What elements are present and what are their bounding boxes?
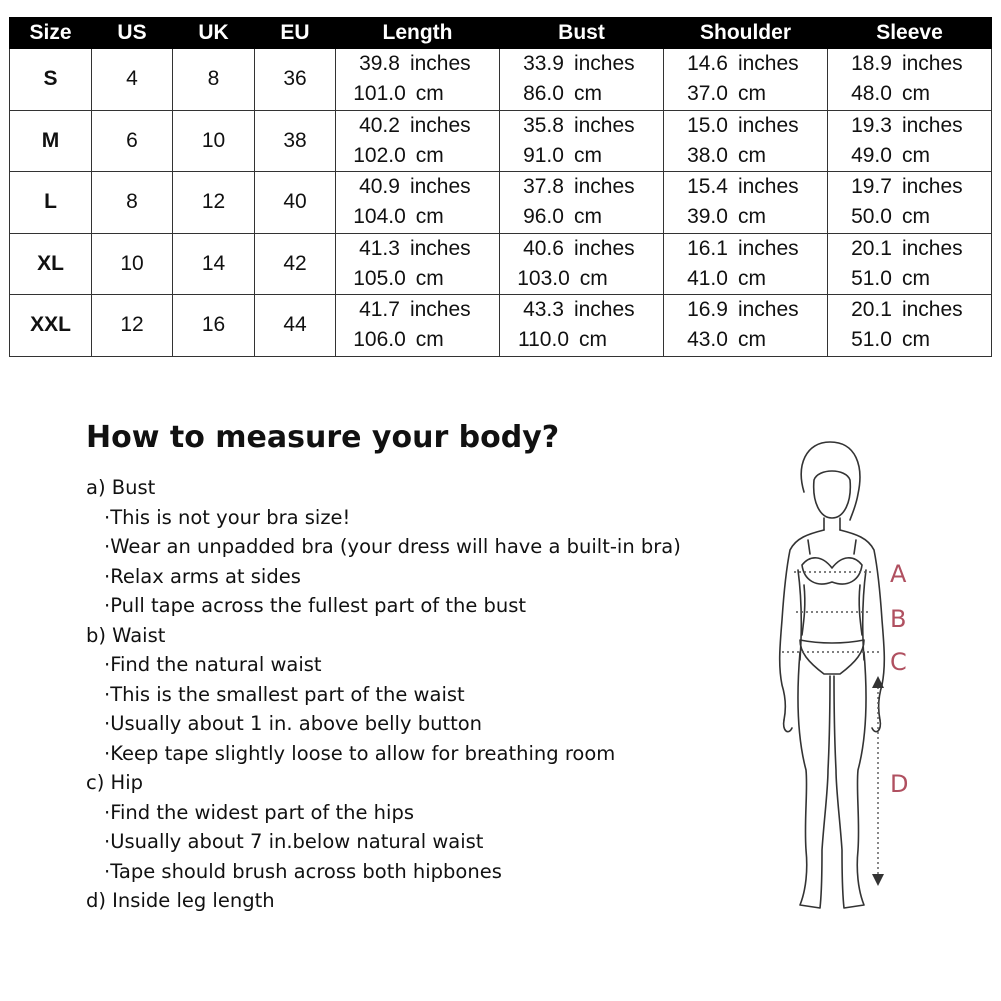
measure-number: 16.9 [687,298,728,322]
measure-unit: cm [901,328,930,352]
eu-cell: 44 [255,295,336,357]
sleeve-cell [828,295,992,357]
figure-leg-right [834,652,866,908]
sleeve-in-value [828,234,991,264]
bust-in-value [500,49,663,79]
measure-unit: cm [415,82,444,106]
measure-number: 39.0 [687,205,728,229]
size-cell: XL [10,233,92,295]
measure-unit: inches [737,52,799,76]
measure-unit: cm [415,143,444,167]
shoulder-cm-value [664,325,827,355]
measure-unit: cm [573,205,602,229]
measure-number: 15.0 [687,113,728,137]
uk-cell: 8 [173,49,255,111]
measure-unit: cm [737,328,766,352]
shoulder-cell [664,295,828,357]
sleeve-in-value [828,111,991,141]
sleeve-cm-value [828,79,991,109]
shoulder-cm-value [664,79,827,109]
measure-number: 50.0 [851,205,892,229]
bust-cm-value [500,264,663,294]
bust-cell [500,295,664,357]
measure-unit: cm [415,328,444,352]
measure-unit: cm [901,205,930,229]
table-row [10,110,992,172]
tip-item: ·Relax arms at sides [104,564,301,588]
measure-unit: cm [737,205,766,229]
measure-unit: inches [737,236,799,260]
measure-unit: cm [737,143,766,167]
tip-item: ·Pull tape across the fullest part of the bust [104,594,527,617]
measure-unit: inches [901,113,963,137]
shoulder-cm-value [664,202,827,232]
length-cell [336,172,500,234]
size-cell: M [10,110,92,172]
measure-number: 37.0 [687,82,728,106]
figure-bra [802,558,862,584]
section-heading: a) Bust [86,476,156,499]
length-cm-value [336,325,499,355]
uk-cell: 14 [173,233,255,295]
sleeve-cm-value [828,325,991,355]
figure-briefs [800,640,864,674]
tip-item: ·This is the smallest part of the waist [104,682,465,706]
measure-unit: cm [579,328,607,352]
measure-number: 43.0 [687,328,728,352]
bust-cell [500,110,664,172]
bust-cm-value [500,141,663,171]
size-cell: XXL [10,295,92,357]
shoulder-in-value [664,234,827,264]
header-sleeve: Sleeve [828,18,992,49]
measure-unit: inches [737,298,799,322]
measure-number: 39.8 [359,52,400,76]
bust-in-value [500,111,663,141]
length-cell [336,295,500,357]
guide-title: How to measure your body? [86,420,560,455]
measure-unit: inches [573,298,635,322]
header-bust: Bust [500,18,664,49]
measure-number: 41.7 [359,298,400,322]
length-in-value [336,234,499,264]
measure-unit: inches [573,175,635,199]
length-cm-value [336,202,499,232]
measure-number: 19.3 [851,113,892,137]
figure-head [814,471,851,518]
measure-unit: cm [901,143,930,167]
bust-cell [500,49,664,111]
table-header-row [10,18,992,49]
bust-cell [500,233,664,295]
measure-number: 110.0 [518,328,569,352]
measure-unit: inches [737,113,799,137]
length-in-value [336,295,499,325]
measure-unit: cm [415,266,444,290]
measure-unit: inches [409,175,471,199]
shoulder-cell [664,172,828,234]
measure-number: 104.0 [353,205,406,229]
bust-cm-value [500,202,663,232]
length-cell [336,233,500,295]
measure-number: 91.0 [523,143,564,167]
length-in-value [336,172,499,202]
tip-item: ·This is not your bra size! [104,505,351,529]
bust-in-value [500,295,663,325]
measure-unit: cm [579,266,608,290]
size-cell: S [10,49,92,111]
shoulder-in-value [664,295,827,325]
length-in-value [336,111,499,141]
measure-number: 101.0 [353,82,406,106]
measure-number: 19.7 [851,175,892,199]
measure-number: 20.1 [851,236,892,260]
measure-number: 37.8 [523,175,564,199]
measure-number: 102.0 [353,143,406,167]
header-size: Size [10,18,92,49]
measure-number: 48.0 [851,82,892,106]
section-heading: c) Hip [86,771,143,794]
measure-unit: inches [901,175,963,199]
uk-cell: 10 [173,110,255,172]
section-heading: b) Waist [86,623,166,647]
measure-unit: inches [573,236,635,260]
table-row [10,49,992,111]
measure-unit: inches [409,52,471,76]
measure-unit: cm [901,82,930,106]
uk-cell: 12 [173,172,255,234]
measure-number: 105.0 [353,266,406,290]
measure-unit: cm [573,143,602,167]
header-us: US [92,18,173,49]
measure-number: 41.0 [687,266,728,290]
measure-number: 43.3 [523,298,564,322]
bust-in-value [500,234,663,264]
measure-number: 14.6 [687,52,728,76]
measure-number: 16.1 [687,236,728,260]
sleeve-in-value [828,49,991,79]
measure-unit: inches [737,175,799,199]
eu-cell: 36 [255,49,336,111]
sleeve-cell [828,233,992,295]
shoulder-in-value [664,172,827,202]
us-cell: 8 [92,172,173,234]
arrow-down [872,874,884,886]
sleeve-cm-value [828,141,991,171]
label-c: C [890,648,907,676]
figure-leg-left [798,652,830,908]
eu-cell: 38 [255,110,336,172]
sleeve-cm-value [828,264,991,294]
measure-number: 106.0 [353,328,406,352]
measure-number: 40.2 [359,113,400,137]
uk-cell: 16 [173,295,255,357]
shoulder-cm-value [664,264,827,294]
measure-unit: inches [901,52,963,76]
bust-cell [500,172,664,234]
shoulder-in-value [664,111,827,141]
label-b: B [890,605,907,633]
length-in-value [336,49,499,79]
figure-hair [801,442,860,520]
measure-number: 49.0 [851,143,892,167]
eu-cell: 42 [255,233,336,295]
measure-unit: cm [415,205,444,229]
measure-unit: cm [901,266,930,290]
measure-unit: inches [573,52,635,76]
measure-number: 103.0 [517,266,570,290]
table-row [10,233,992,295]
tip-item: ·Tape should brush across both hipbones [104,859,502,883]
label-d: D [890,770,909,798]
bust-cm-value [500,325,663,355]
measure-number: 51.0 [851,328,892,352]
us-cell: 4 [92,49,173,111]
measure-number: 86.0 [523,82,564,106]
measure-number: 33.9 [523,52,564,76]
eu-cell: 40 [255,172,336,234]
us-cell: 12 [92,295,173,357]
sleeve-in-value [828,172,991,202]
shoulder-cell [664,49,828,111]
tip-item: ·Wear an unpadded bra (your dress will have a built-in bra) [104,535,681,558]
measure-instructions [86,473,681,916]
measure-unit: inches [409,113,471,137]
table-body [10,49,992,357]
tip-item: ·Keep tape slightly loose to allow for breathing room [104,741,616,765]
header-shoulder: Shoulder [664,18,828,49]
shoulder-cell [664,233,828,295]
sleeve-cell [828,49,992,111]
header-eu: EU [255,18,336,49]
measure-number: 15.4 [687,175,728,199]
measure-number: 51.0 [851,266,892,290]
size-chart-table [9,17,992,357]
measure-unit: cm [737,82,766,106]
length-cm-value [336,141,499,171]
measure-unit: cm [737,266,766,290]
size-cell: L [10,172,92,234]
header-length: Length [336,18,500,49]
shoulder-cell [664,110,828,172]
measure-unit: inches [573,113,635,137]
tip-item: ·Usually about 1 in. above belly button [104,712,483,735]
measure-number: 20.1 [851,298,892,322]
us-cell: 10 [92,233,173,295]
length-cell [336,110,500,172]
bust-cm-value [500,79,663,109]
table-row [10,295,992,357]
length-cm-value [336,79,499,109]
body-measure-figure [760,430,990,930]
length-cell [336,49,500,111]
measure-unit: cm [573,82,602,106]
tip-item: ·Find the widest part of the hips [104,800,414,824]
bust-in-value [500,172,663,202]
sleeve-cell [828,172,992,234]
sleeve-cm-value [828,202,991,232]
header-uk: UK [173,18,255,49]
us-cell: 6 [92,110,173,172]
measure-number: 40.6 [523,236,564,260]
table-row [10,172,992,234]
measure-number: 38.0 [687,143,728,167]
measure-number: 18.9 [851,52,892,76]
measure-number: 41.3 [359,236,400,260]
measure-number: 96.0 [523,205,564,229]
shoulder-in-value [664,49,827,79]
measure-number: 40.9 [359,175,400,199]
measure-unit: inches [901,236,963,260]
length-cm-value [336,264,499,294]
tip-item: ·Find the natural waist [104,653,322,676]
sleeve-cell [828,110,992,172]
tip-item: ·Usually about 7 in.below natural waist [104,830,484,853]
section-heading: d) Inside leg length [86,889,275,912]
measure-unit: inches [901,298,963,322]
measure-unit: inches [409,236,471,260]
shoulder-cm-value [664,141,827,171]
measure-unit: inches [409,298,471,322]
label-a: A [890,560,907,588]
measure-number: 35.8 [523,113,564,137]
sleeve-in-value [828,295,991,325]
